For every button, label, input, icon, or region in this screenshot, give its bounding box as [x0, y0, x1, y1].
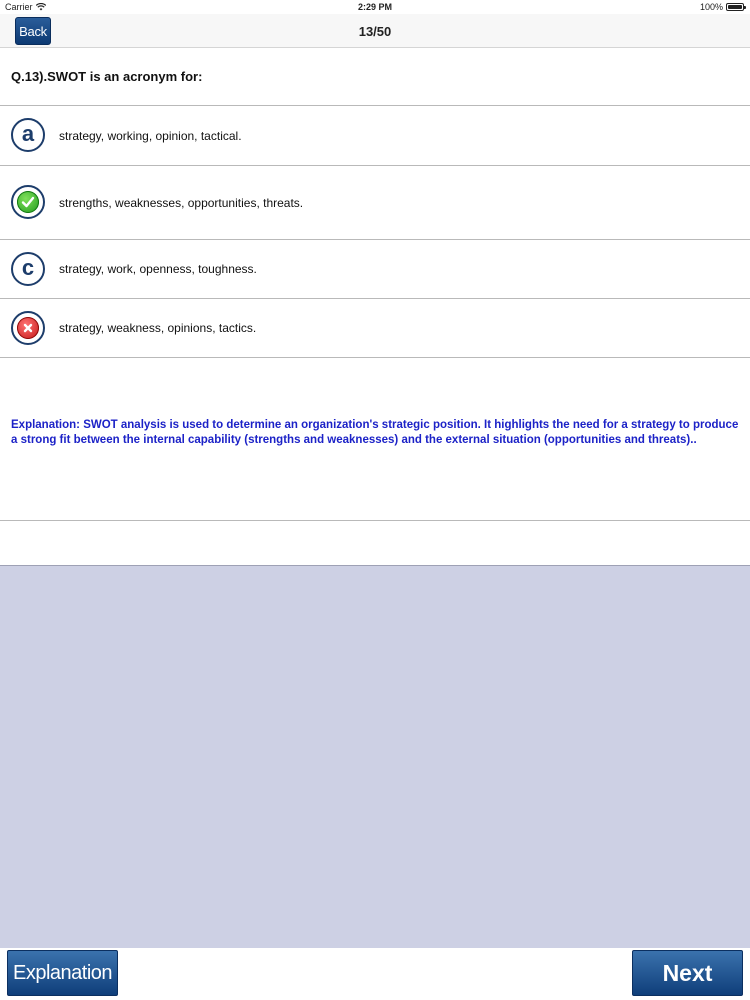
- question-progress: 13/50: [358, 24, 392, 39]
- explanation-button[interactable]: Explanation: [7, 950, 118, 996]
- divider: [0, 520, 750, 521]
- option-d-text: strategy, weakness, opinions, tactics.: [59, 321, 257, 335]
- question-text: Q.13).SWOT is an acronym for:: [11, 69, 203, 84]
- status-time: 2:29 PM: [357, 2, 392, 12]
- option-b-badge: [11, 185, 45, 219]
- bottom-bar: [0, 948, 750, 1000]
- option-d-badge: [11, 311, 45, 345]
- checkmark-icon: [17, 191, 39, 213]
- option-a-text: strategy, working, opinion, tactical.: [59, 129, 242, 143]
- divider: [0, 357, 750, 358]
- option-a-badge: [11, 118, 45, 152]
- next-button[interactable]: Next: [632, 950, 743, 996]
- option-b[interactable]: [0, 166, 750, 239]
- carrier-label: Carrier: [5, 2, 33, 12]
- option-d[interactable]: [0, 299, 750, 357]
- option-a[interactable]: [0, 106, 750, 165]
- content-background: [0, 565, 750, 949]
- option-c-badge: [11, 252, 45, 286]
- option-c[interactable]: [0, 240, 750, 298]
- battery-icon: [726, 3, 744, 11]
- status-bar: [0, 0, 750, 14]
- explanation-text: Explanation: SWOT analysis is used to determine an organization's strategic position. It highlights the need for a strategy to produce a strong fit between the internal capability (strengths and weaknesses) and the external situation (opportunities and threats)..: [11, 419, 739, 446]
- nav-bar: [0, 14, 750, 48]
- option-b-text: strengths, weaknesses, opportunities, threats.: [59, 196, 304, 210]
- battery-group: [700, 2, 744, 12]
- option-c-text: strategy, work, openness, toughness.: [59, 262, 257, 276]
- battery-percent: 100%: [699, 2, 723, 12]
- option-c-letter: c: [21, 255, 35, 280]
- option-a-letter: a: [21, 121, 35, 146]
- cross-icon: [17, 317, 39, 339]
- back-button[interactable]: Back: [15, 17, 51, 45]
